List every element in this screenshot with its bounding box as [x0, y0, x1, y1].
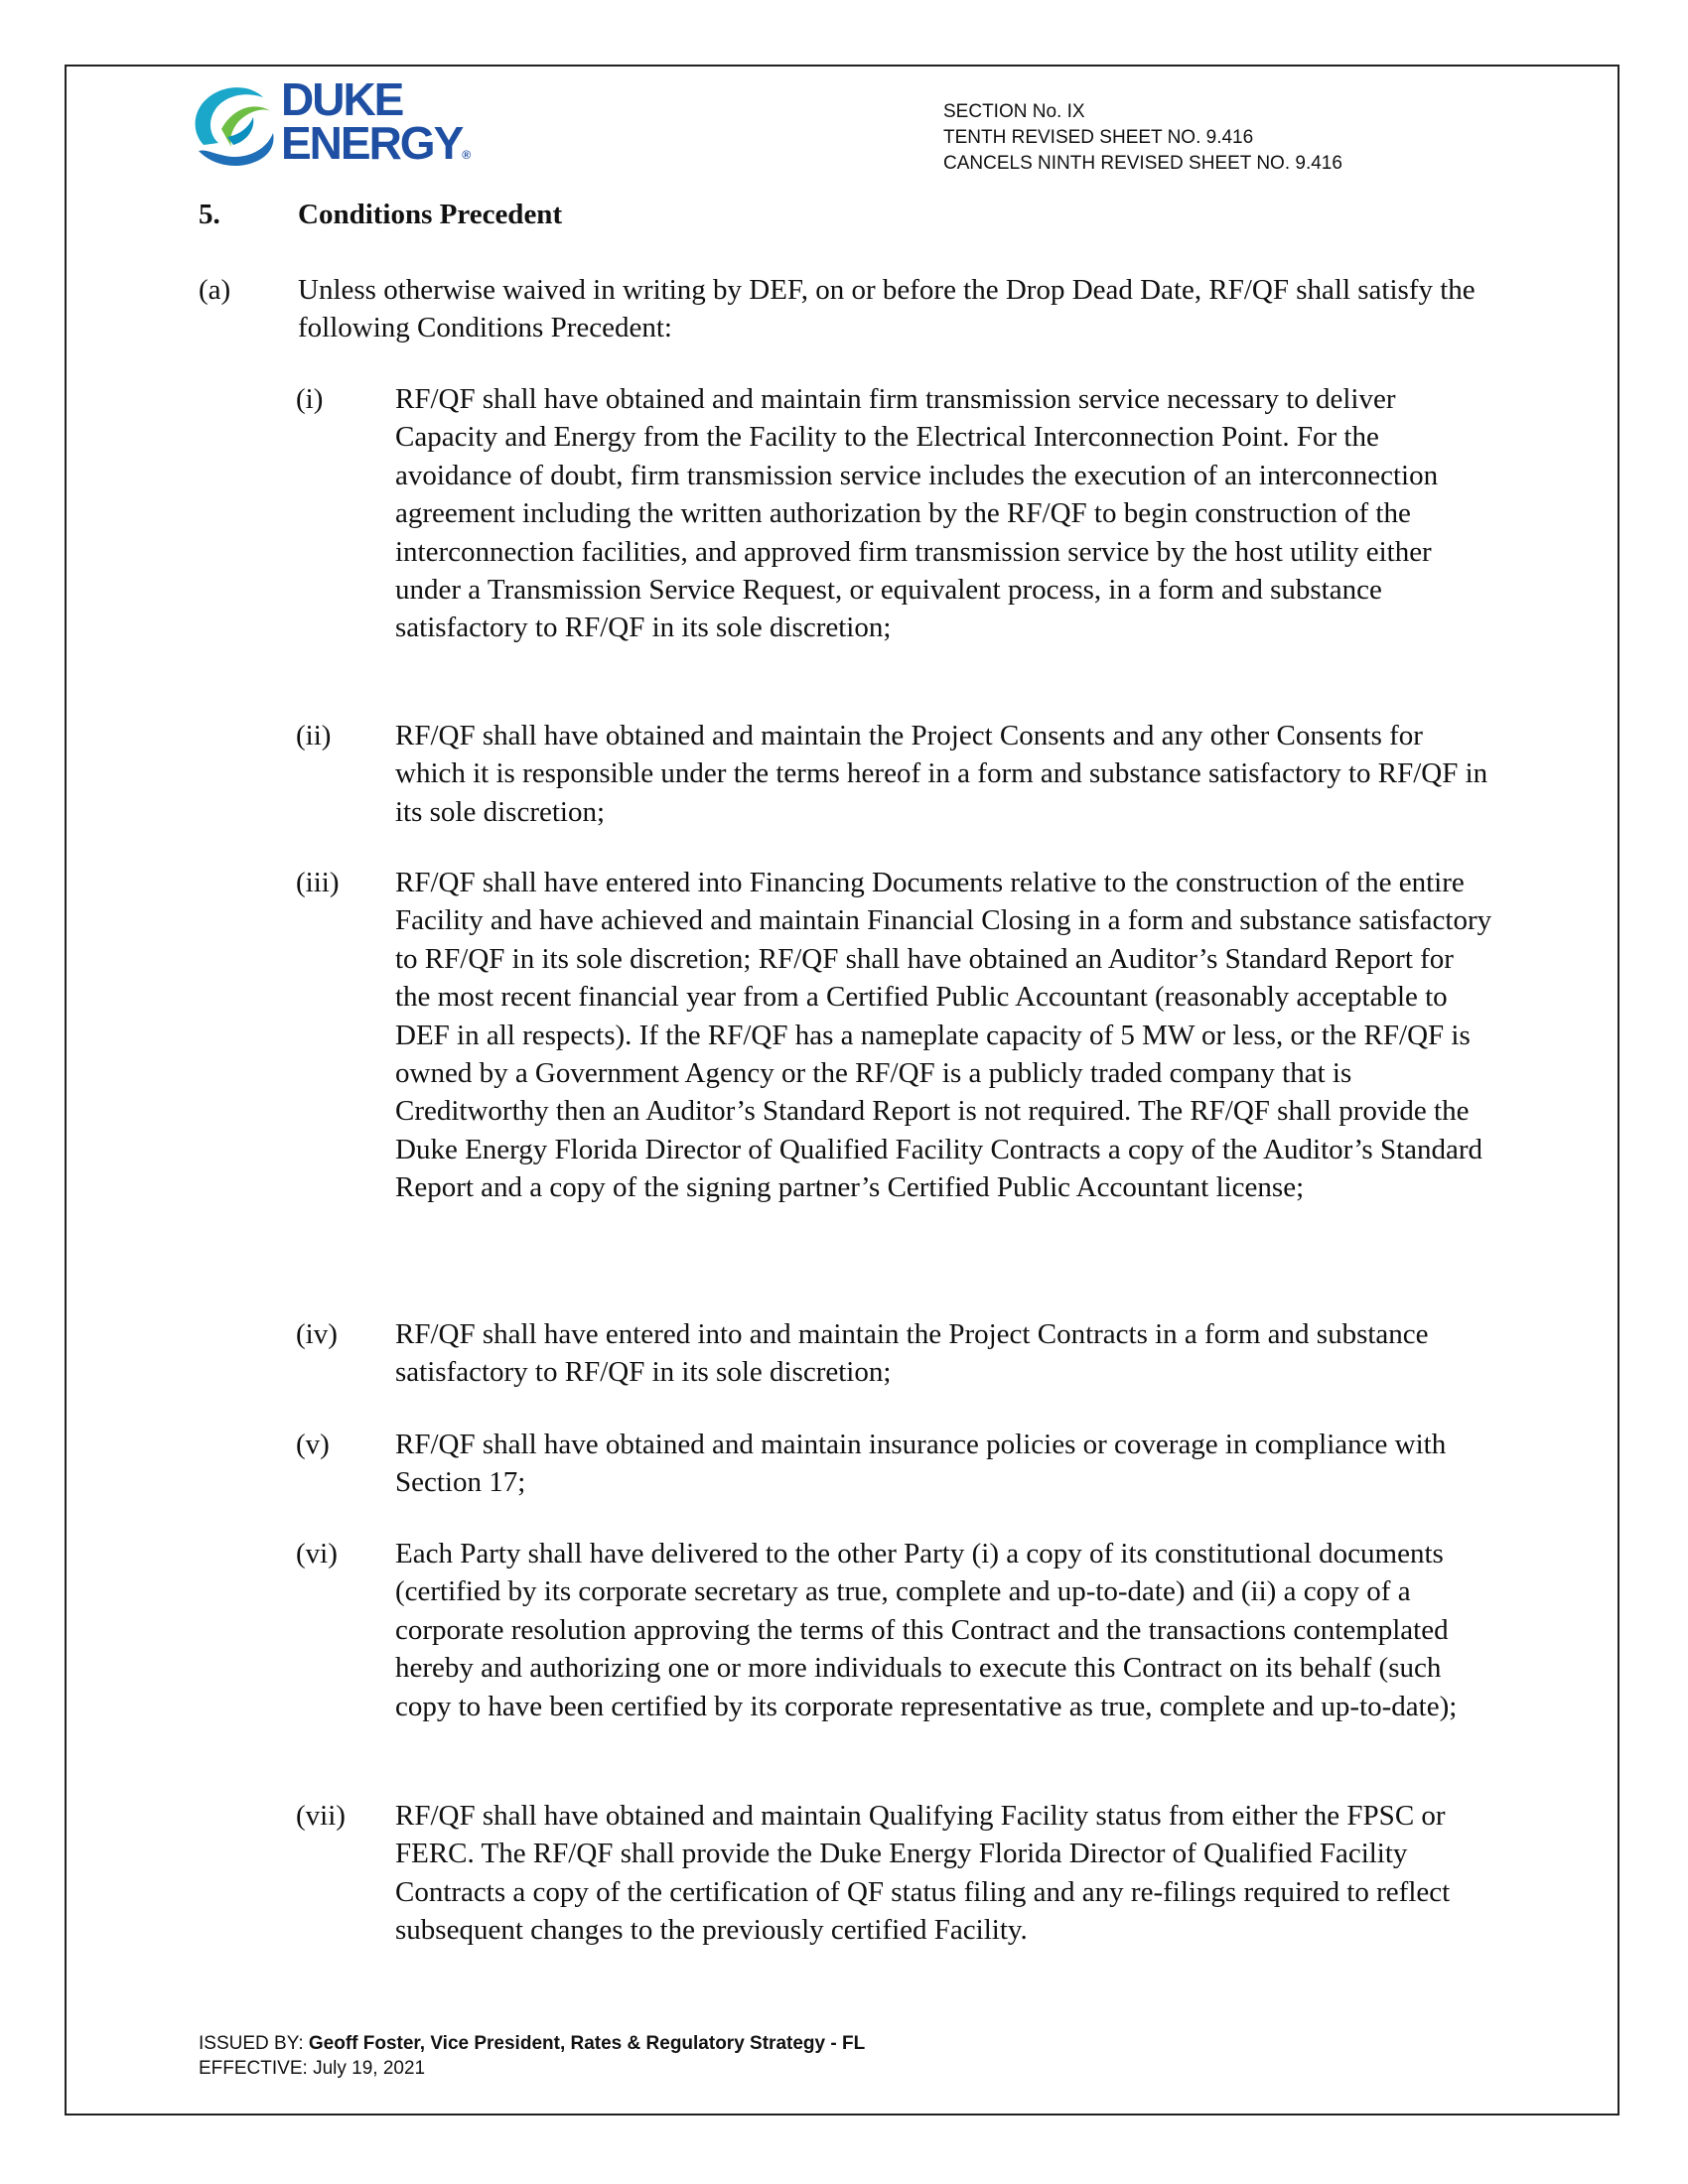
section-number: SECTION No. IX	[943, 101, 1085, 122]
item-text: Each Party shall have delivered to the other Party (i) a copy of its constitutional documents (certified by its corporate secretary as true, complete and up-to-date) and (ii) a copy of a corporate resolution approving the terms of this Contract and the transactions contemplated hereby and authorizing one or more individuals to execute this Contract on its behalf (such copy to have been certified by its corporate representative as true, complete and up-to-date);	[395, 1538, 1458, 1722]
cancels-sheet: CANCELS NINTH REVISED SHEET NO. 9.416	[943, 153, 1342, 174]
item-label: (iii)	[296, 867, 340, 898]
section-heading	[199, 199, 562, 231]
footer	[199, 2031, 865, 2081]
heading-title: Conditions Precedent	[298, 199, 563, 230]
item-label: (vi)	[296, 1538, 338, 1570]
issued-by-line	[199, 2031, 865, 2056]
registered-mark: ®	[462, 148, 472, 162]
issued-by-label: ISSUED BY:	[199, 2033, 309, 2054]
paragraph-a-label: (a)	[199, 274, 231, 306]
logo-wordmark	[281, 73, 472, 177]
heading-number: 5.	[199, 199, 220, 230]
paragraph-a-text: Unless otherwise waived in writing by DEF, on or before the Drop Dead Date, RF/QF shall satisfy the following Conditions Precedent:	[298, 274, 1476, 344]
logo-line1: DUKE	[281, 73, 403, 125]
issued-by-name: Geoff Foster, Vice President, Rates & Regulatory Strategy - FL	[308, 2033, 866, 2054]
item-text: RF/QF shall have obtained and maintain firm transmission service necessary to deliver Capacity and Energy from the Facility to the Electrical Interconnection Point. For the avoidance of doubt, firm transmission service includes the execution of an interconnection agreement including the written authorization by the RF/QF to begin construction of the interconnection facilities, and approved firm transmission service by the host utility either under a Transmission Service Request, or equivalent process, in a form and substance satisfactory to RF/QF in its sole discretion;	[395, 383, 1439, 644]
duke-energy-emblem-icon	[184, 77, 278, 177]
item-label: (ii)	[296, 720, 332, 751]
effective-date: EFFECTIVE: July 19, 2021	[199, 2058, 426, 2079]
logo-line2: ENERGY®	[281, 117, 472, 169]
item-label: (i)	[296, 383, 324, 415]
item-text: RF/QF shall have entered into and maintain the Project Contracts in a form and substance satisfactory to RF/QF in its sole discretion;	[395, 1318, 1429, 1389]
duke-energy-logo	[184, 73, 482, 177]
item-text: RF/QF shall have obtained and maintain Qualifying Facility status from either the FPSC or FERC. The RF/QF shall provide the Duke Energy Florida Director of Qualified Facility Contracts a copy of the certification of QF status filing and any re-filings required to reflect subsequent changes to the previously certified Facility.	[395, 1800, 1451, 1947]
revised-sheet: TENTH REVISED SHEET NO. 9.416	[943, 127, 1254, 148]
item-label: (iv)	[296, 1318, 338, 1350]
item-text: RF/QF shall have obtained and maintain insurance policies or coverage in compliance with Section 17;	[395, 1429, 1447, 1499]
item-label: (v)	[296, 1429, 330, 1460]
sheet-identifier	[943, 99, 1342, 177]
item-label: (vii)	[296, 1800, 346, 1832]
item-text: RF/QF shall have obtained and maintain the Project Consents and any other Consents for which it is responsible under the terms hereof in a form and substance satisfactory to RF/QF in its sole discretion;	[395, 720, 1488, 828]
item-text: RF/QF shall have entered into Financing Documents relative to the construction of the entire Facility and have achieved and maintain Financial Closing in a form and substance satisfactory to RF/QF in its sole discretion; RF/QF shall have obtained an Auditor’s Standard Report for the most recent financial year from a Certified Public Accountant (reasonably acceptable to DEF in all respects). If the RF/QF has a nameplate capacity of 5 MW or less, or the RF/QF is owned by a Government Agency or the RF/QF is a publicly traded company that is Creditworthy then an Auditor’s Standard Report is not required. The RF/QF shall provide the Duke Energy Florida Director of Qualified Facility Contracts a copy of the Auditor’s Standard Report and a copy of the signing partner’s Certified Public Accountant license;	[395, 867, 1492, 1204]
